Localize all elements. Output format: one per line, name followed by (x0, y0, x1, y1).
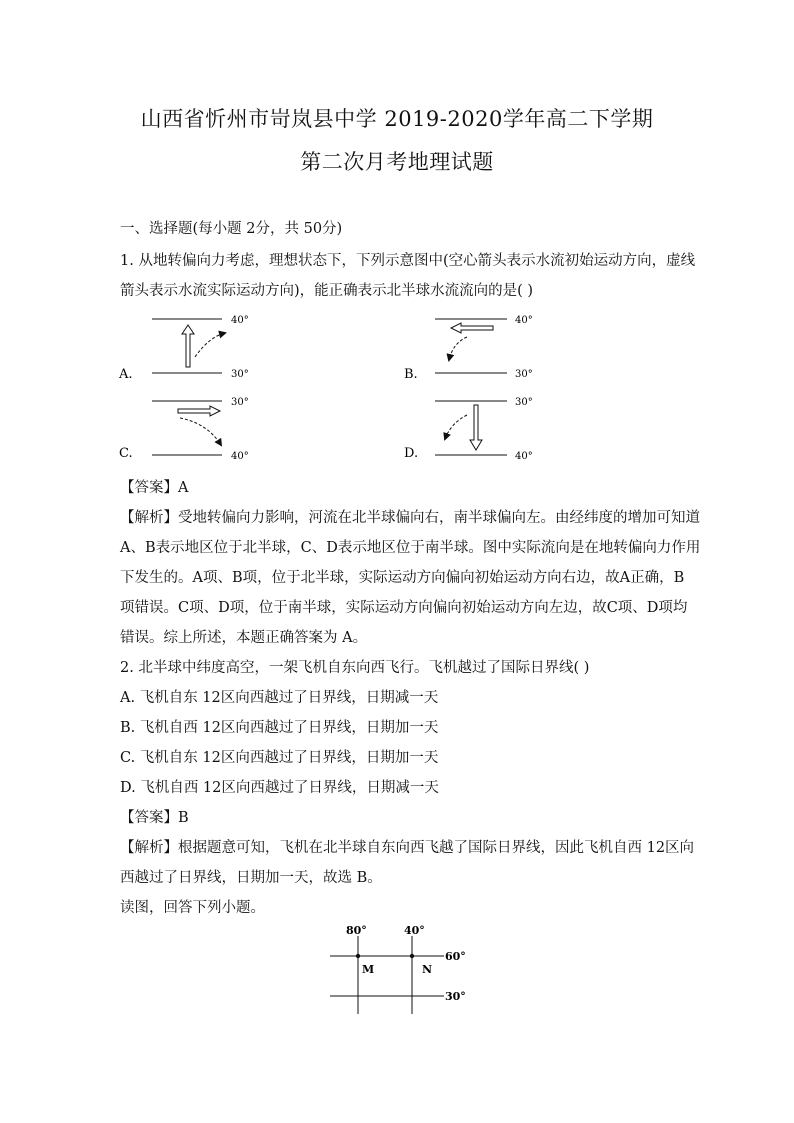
point-n-marker (410, 954, 414, 958)
option-a-diagram (118, 315, 249, 382)
q3-latlon-map (320, 922, 480, 1018)
option-d-actual-arrow (445, 415, 467, 439)
option-a-bottom-lat: 30° (231, 369, 249, 380)
option-b-initial-arrow (451, 323, 493, 333)
lat-top-label: 60° (445, 950, 466, 963)
option-a-actual-arrow (195, 333, 225, 357)
q2-answer: 【答案】B (120, 810, 189, 826)
option-b-diagram (404, 315, 533, 382)
option-d-top-lat: 30° (515, 397, 533, 408)
option-a-top-lat: 40° (231, 315, 249, 326)
option-c-letter: C. (119, 446, 133, 461)
option-b-top-lat: 40° (515, 315, 533, 326)
q1-answer: 【答案】A (120, 480, 189, 496)
q2-option-b: B. 飞机自西 12区向西越过了日界线，日期加一天 (120, 720, 439, 736)
option-d-bottom-lat: 40° (515, 451, 533, 462)
document-title-line2: 第二次月考地理试题 (300, 150, 494, 174)
option-d-initial-arrow (470, 405, 482, 450)
q2-analysis-line1: 【解析】根据题意可知，飞机在北半球自东向西飞越了国际日界线，因此飞机自西 12区向 (120, 840, 695, 856)
lon-right-label: 40° (404, 924, 425, 937)
option-c-diagram (119, 397, 249, 462)
option-b-actual-arrow (449, 337, 467, 360)
q2-option-a: A. 飞机自东 12区向西越过了日界线，日期减一天 (120, 690, 439, 706)
q1-analysis-line4: 项错误。C项、D项，位于南半球，实际运动方向偏向初始运动方向左边，故C项、D项均 (120, 600, 688, 616)
point-n-label: N (422, 963, 433, 976)
q1-options-figure (115, 305, 675, 465)
option-c-bottom-lat: 40° (231, 451, 249, 462)
q1-analysis-line2: A、B表示地区位于北半球，C、D表示地区位于南半球。图中实际流向是在地转偏向力作用 (120, 540, 701, 556)
option-b-letter: B. (404, 367, 418, 382)
point-m-marker (356, 954, 360, 958)
q2-analysis-line2: 西越过了日界线，日期加一天，故选 B。 (120, 870, 382, 886)
option-a-letter: A. (119, 367, 133, 382)
option-d-diagram (404, 397, 533, 462)
lon-left-label: 80° (346, 924, 367, 937)
q2-option-d: D. 飞机自西 12区向西越过了日界线，日期减一天 (120, 780, 439, 796)
q1-analysis-line5: 错误。综上所述，本题正确答案为 A。 (120, 630, 368, 646)
section-heading: 一、选择题(每小题 2分，共 50分) (120, 221, 343, 237)
q1-stem-line2: 箭头表示水流实际运动方向)，能正确表示北半球水流流向的是( ) (120, 283, 534, 299)
option-b-bottom-lat: 30° (515, 369, 533, 380)
q1-analysis-line3: 下发生的。A项、B项，位于北半球，实际运动方向偏向初始运动方向右边，故A正确，B (120, 570, 685, 586)
option-c-actual-arrow (180, 418, 221, 445)
q3-intro: 读图，回答下列小题。 (120, 900, 265, 916)
document-title-line1: 山西省忻州市岢岚县中学 2019-2020学年高二下学期 (140, 107, 654, 131)
q2-option-c: C. 飞机自东 12区向西越过了日界线，日期加一天 (120, 750, 439, 766)
option-a-initial-arrow (182, 325, 194, 367)
option-d-letter: D. (404, 446, 419, 461)
option-c-initial-arrow (178, 406, 220, 416)
q1-analysis-line1: 【解析】受地转偏向力影响，河流在北半球偏向右，南半球偏向左。由经纬度的增加可知道 (120, 510, 700, 526)
point-m-label: M (362, 963, 375, 976)
q1-stem-line1: 1. 从地转偏向力考虑，理想状态下，下列示意图中(空心箭头表示水流初始运动方向，虚线 (120, 253, 696, 269)
option-c-top-lat: 30° (231, 397, 249, 408)
lat-bottom-label: 30° (445, 990, 466, 1003)
q2-stem: 2. 北半球中纬度高空，一架飞机自东向西飞行。飞机越过了国际日界线( ) (120, 660, 590, 676)
